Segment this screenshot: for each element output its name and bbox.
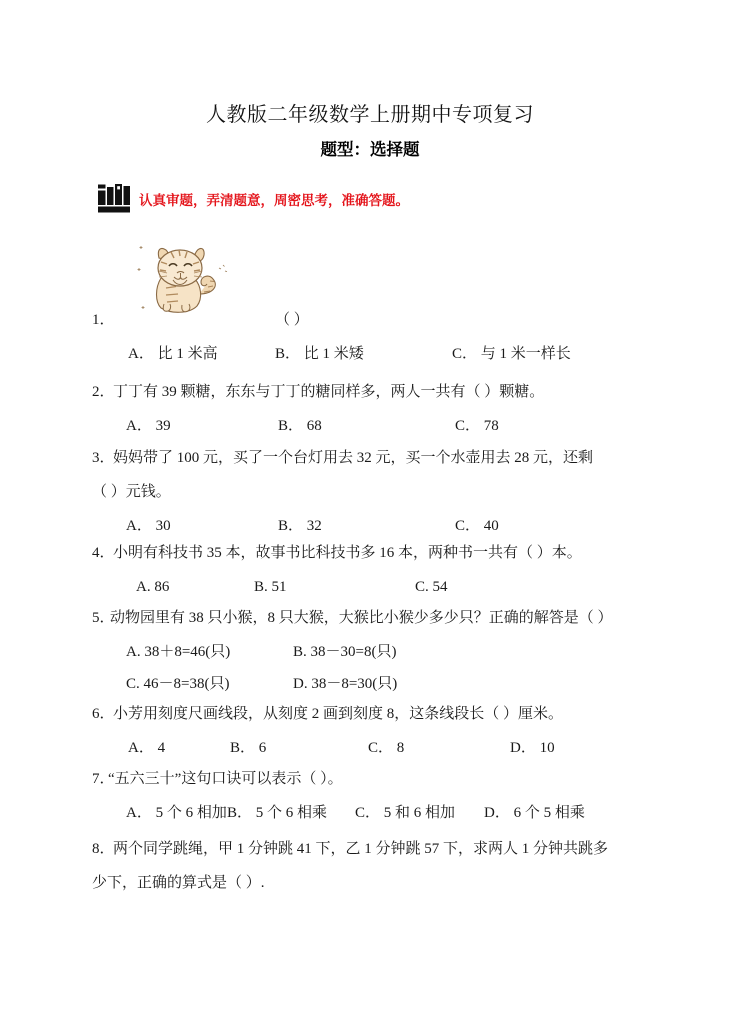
option-text: 5 个 6 相乘 — [255, 805, 328, 821]
question-5-option-a — [126, 645, 230, 660]
question-6-number: 6． — [92, 706, 115, 722]
option-text: 5 和 6 相加 — [383, 805, 456, 821]
question-5-number: 5． — [92, 610, 115, 626]
option-label: A． — [128, 740, 154, 756]
question-1-option-c — [452, 347, 571, 362]
option-text: 10 — [539, 740, 555, 756]
option-label: B． — [278, 518, 304, 534]
option-label: C. — [126, 676, 140, 692]
option-text: 与 1 米一样长 — [480, 346, 571, 362]
question-4-number: 4． — [92, 545, 115, 561]
option-label: D． — [510, 740, 536, 756]
question-1-number: 1． — [92, 312, 115, 328]
question-6-option-c — [368, 741, 404, 756]
option-label: B． — [278, 418, 304, 434]
question-4-option-b — [254, 580, 287, 595]
question-7-option-c — [355, 806, 455, 821]
question-5-option-b — [293, 645, 396, 660]
question-6-option-a — [128, 741, 165, 756]
option-text: 38－30=8(只) — [310, 644, 397, 660]
option-text: 38＋8=46(只) — [144, 644, 231, 660]
option-label: B. — [293, 644, 307, 660]
option-text: 40 — [483, 518, 499, 534]
question-3-option-a — [126, 519, 171, 534]
option-text: 39 — [155, 418, 171, 434]
question-4-stem: 小明有科技书 35 本，故事书比科技书多 16 本，两种书一共有（ ）本。 — [113, 545, 582, 561]
question-2-option-c — [455, 419, 499, 434]
question-3-stem-line2: （ ）元钱。 — [92, 484, 171, 500]
question-7-number: 7． — [92, 771, 115, 787]
question-8-stem: 两个同学跳绳，甲 1 分钟跳 41 下，乙 1 分钟跳 57 下，求两人 1 分钟共跳多 — [113, 841, 609, 857]
option-label: A． — [126, 518, 152, 534]
question-5-option-d — [293, 677, 397, 692]
question-2-number: 2． — [92, 384, 115, 400]
question-1-option-a — [128, 347, 218, 362]
option-label: B. — [254, 579, 268, 595]
option-label: C． — [455, 518, 481, 534]
option-label: C. — [415, 579, 429, 595]
question-1-answer-blank: （ ） — [275, 312, 309, 328]
option-text: 5 个 6 相加 — [155, 805, 227, 821]
bookshelf-icon — [97, 183, 131, 214]
question-6-stem: 小芳用刻度尺画线段，从刻度 2 画到刻度 8，这条线段长（ ）厘米。 — [113, 706, 564, 722]
option-text: 比 1 米高 — [157, 346, 218, 362]
option-label: C． — [455, 418, 481, 434]
question-4-option-c — [415, 580, 448, 595]
question-3-number: 3． — [92, 450, 115, 466]
option-label: A． — [126, 418, 152, 434]
option-label: C． — [368, 740, 394, 756]
option-text: 32 — [306, 518, 322, 534]
question-8-stem-line2: 少下，正确的算式是（ ）. — [92, 875, 265, 891]
page-title: 人教版二年级数学上册期中专项复习 — [206, 104, 534, 126]
question-2-stem: 丁丁有 39 颗糖，东东与丁丁的糖同样多，两人一共有（ ）颗糖。 — [113, 384, 545, 400]
option-text: 6 个 5 相乘 — [513, 805, 585, 821]
notice-text: 认真审题，弄清题意，周密思考，准确答题。 — [139, 192, 409, 209]
option-text: 86 — [154, 579, 170, 595]
question-2-option-a — [126, 419, 171, 434]
option-text: 51 — [271, 579, 287, 595]
question-7-stem: “五六三十”这句口诀可以表示（ ）。 — [108, 771, 343, 787]
option-label: B． — [227, 805, 253, 821]
question-6-option-d — [510, 741, 555, 756]
option-text: 68 — [306, 418, 322, 434]
question-2-option-b — [278, 419, 322, 434]
option-label: A． — [126, 805, 152, 821]
question-3-stem: 妈妈带了 100 元，买了一个台灯用去 32 元，买一个水壶用去 28 元，还剩 — [113, 450, 594, 466]
option-text: 6 — [258, 740, 267, 756]
question-7-option-d — [484, 806, 585, 821]
question-8-number: 8． — [92, 841, 115, 857]
option-label: D. — [293, 676, 308, 692]
question-3-option-c — [455, 519, 499, 534]
page-subtitle: 题型：选择题 — [320, 140, 420, 159]
option-text: 38－8=30(只) — [311, 676, 398, 692]
option-label: B． — [230, 740, 256, 756]
option-text: 54 — [432, 579, 448, 595]
option-label: C． — [355, 805, 381, 821]
option-text: 78 — [483, 418, 499, 434]
option-label: A. — [136, 579, 151, 595]
option-text: 30 — [155, 518, 171, 534]
option-label: A． — [128, 346, 154, 362]
question-4-option-a — [136, 580, 169, 595]
option-label: A. — [126, 644, 141, 660]
question-6-option-b — [230, 741, 266, 756]
question-1-option-b — [275, 347, 364, 362]
question-7-option-a — [126, 806, 227, 821]
notice-banner — [97, 183, 409, 214]
question-5-option-c — [126, 677, 229, 692]
option-text: 46－8=38(只) — [143, 676, 230, 692]
question-3-option-b — [278, 519, 322, 534]
question-5-stem: 动物园里有 38 只小猴，8 只大猴，大猴比小猴少多少只？正确的解答是（ ） — [110, 610, 613, 626]
option-label: D． — [484, 805, 510, 821]
option-label: C． — [452, 346, 478, 362]
question-7-option-b — [227, 806, 327, 821]
option-text: 比 1 米矮 — [303, 346, 364, 362]
option-text: 8 — [396, 740, 405, 756]
option-label: B． — [275, 346, 301, 362]
option-text: 4 — [157, 740, 166, 756]
